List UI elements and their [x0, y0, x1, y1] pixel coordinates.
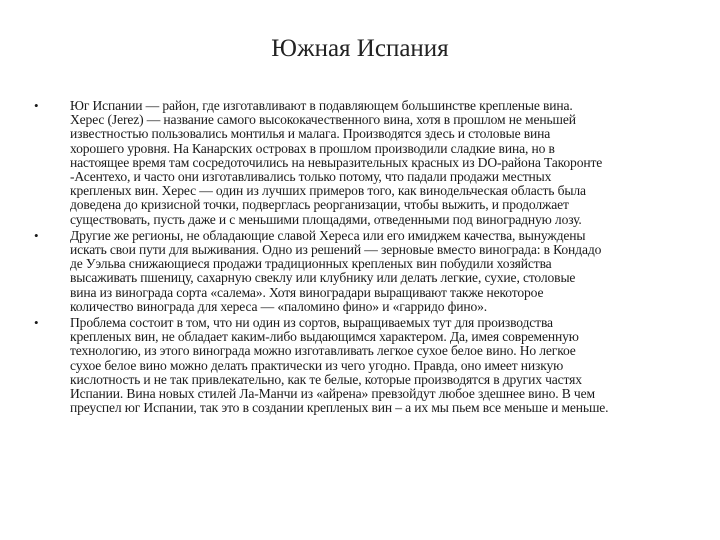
bullet-item	[0, 99, 720, 227]
paragraph-line: хорошего уровня. На Канарских островах в прошлом производили сладкие вина, но в	[70, 140, 555, 156]
bullet-item	[0, 316, 720, 415]
bullet-icon: •	[34, 227, 39, 243]
paragraph-line: -Асентехо, и часто они изготавливались только потому, что падали продажи местных	[70, 169, 552, 185]
paragraph-line: Юг Испании — район, где изготавливают в подавляющем большинстве крепленые вина.	[70, 98, 573, 113]
bullet-list	[0, 99, 720, 417]
bullet-paragraph	[70, 316, 720, 415]
paragraph-line: крепленых вин. Херес — один из лучших примеров того, как винодельческая область была	[70, 183, 586, 199]
paragraph-line: Другие же регионы, не обладающие славой Хереса или его имиджем качества, вынуждены	[70, 227, 586, 243]
paragraph-line: настоящее время там сосредоточились на невыразительных красных из DO-района Такоронте	[70, 154, 603, 170]
paragraph-line: Проблема состоит в том, что ни один из сортов, выращиваемых тут для производства	[70, 315, 553, 331]
paragraph-line: сухое белое вино можно делать практически из чего угодно. Правда, оно имеет низкую	[70, 357, 564, 373]
bullet-paragraph	[70, 99, 720, 227]
paragraph-line: крепленых вин, не обладает каким-либо выдающимся характером. Да, имея современную	[70, 329, 579, 345]
paragraph-line: Испании. Вина новых стилей Ла-Манчи из «айрена» превзойдут любое здешнее вино. В чем	[70, 386, 595, 402]
paragraph-line: известностью пользовались монтилья и малага. Производятся здесь и столовые вина	[70, 126, 551, 142]
paragraph-line: вина из винограда сорта «салема». Хотя виноградари выращивают также некоторое	[70, 284, 544, 300]
bullet-icon: •	[34, 315, 39, 331]
paragraph-line: преуспел юг Испании, так это в создании крепленых вин – а их мы пьем все меньше и меньше.	[70, 400, 609, 416]
paragraph-line: Херес (Jerez) — название самого высококачественного вина, хотя в прошлом не меньшей	[70, 112, 576, 128]
paragraph-line: высаживать пшеницу, сахарную свеклу или клубнику или делать легкие, сухие, столовые	[70, 270, 576, 286]
paragraph-line: количество винограда для хереса — «паломино фино» и «гарридо фино».	[70, 298, 488, 314]
paragraph-line: искать свои пути для выживания. Одно из решений — зерновые вместо винограда: в Кондадо	[70, 242, 602, 258]
paragraph-line: де Уэльва снижающиеся продажи традиционных крепленых вин побудили хозяйства	[70, 256, 552, 272]
paragraph-line: технологию, из этого винограда можно изготавливать легкое сухое белое вино. Но легкое	[70, 343, 576, 359]
bullet-item	[0, 229, 720, 314]
paragraph-line: доведена до кризисной точки, подверглась реорганизации, чтобы выжить, и продолжает	[70, 197, 569, 213]
bullet-paragraph	[70, 229, 720, 314]
paragraph-line: существовать, пусть даже и с меньшими площадями, отведенными под виноградную лозу.	[70, 211, 582, 227]
slide-title: Южная Испания	[271, 35, 449, 62]
paragraph-line: кислотность и не так привлекательно, как те белые, которые производятся в других частях	[70, 371, 582, 387]
bullet-icon: •	[34, 98, 39, 113]
